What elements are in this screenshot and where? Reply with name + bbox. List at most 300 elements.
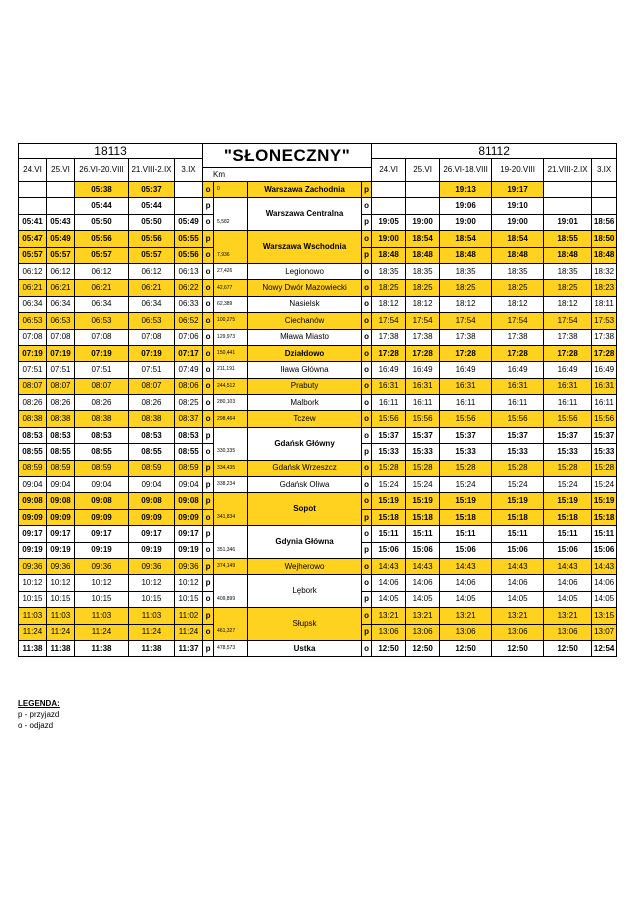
right-time-cell: 14:05	[492, 591, 544, 607]
left-time-cell: 05:57	[75, 247, 129, 263]
timetable-row	[19, 395, 617, 411]
left-time-cell: 09:19	[47, 542, 75, 558]
right-time-cell: 15:18	[592, 509, 617, 525]
right-arr-dep-marker: p	[362, 542, 372, 558]
right-time-cell: 14:05	[592, 591, 617, 607]
right-time-cell: 18:32	[592, 263, 617, 279]
right-time-cell: 17:54	[406, 313, 440, 329]
left-time-cell: 07:19	[47, 345, 75, 361]
right-time-cell: 18:25	[406, 280, 440, 296]
train-number-left: 18113	[19, 144, 203, 159]
right-date-header: 26.VI-18.VIII	[440, 159, 492, 182]
right-arr-dep-marker: o	[362, 477, 372, 493]
station-name: Prabuty	[248, 378, 362, 394]
right-time-cell: 18:12	[406, 296, 440, 312]
right-time-cell: 12:50	[406, 640, 440, 656]
left-time-cell: 08:59	[47, 460, 75, 476]
left-time-cell: 06:12	[47, 263, 75, 279]
station-name: Gdańsk Oliwa	[248, 477, 362, 493]
right-time-cell: 15:11	[544, 526, 592, 542]
left-time-cell: 11:37	[175, 640, 203, 656]
left-time-cell: 06:52	[175, 313, 203, 329]
right-time-cell: 18:56	[592, 214, 617, 230]
left-time-cell: 07:06	[175, 329, 203, 345]
left-time-cell	[47, 198, 75, 214]
left-time-cell: 06:34	[75, 296, 129, 312]
km-cell: 280,103	[214, 395, 248, 411]
left-time-cell: 08:07	[75, 378, 129, 394]
right-time-cell: 18:48	[492, 247, 544, 263]
right-time-cell: 18:48	[544, 247, 592, 263]
right-time-cell: 16:49	[440, 362, 492, 378]
station-name: Warszawa Wschodnia	[248, 231, 362, 264]
right-time-cell: 13:15	[592, 608, 617, 624]
right-time-cell: 15:18	[372, 509, 406, 525]
right-time-cell: 15:37	[544, 427, 592, 443]
right-arr-dep-marker: o	[362, 231, 372, 247]
left-time-cell: 07:19	[75, 345, 129, 361]
left-arr-dep-marker: o	[203, 329, 214, 345]
timetable-row	[19, 231, 617, 247]
km-cell: 0	[214, 182, 248, 198]
right-date-header: 25.VI	[406, 159, 440, 182]
left-time-cell: 10:12	[75, 575, 129, 591]
left-arr-dep-marker: o	[203, 214, 214, 230]
left-time-cell: 09:08	[75, 493, 129, 509]
right-time-cell: 15:28	[440, 460, 492, 476]
left-time-cell: 08:38	[19, 411, 47, 427]
km-cell	[214, 198, 248, 214]
left-time-cell: 09:04	[47, 477, 75, 493]
km-cell: 298,464	[214, 411, 248, 427]
right-time-cell: 14:43	[544, 558, 592, 574]
right-time-cell: 13:06	[372, 624, 406, 640]
timetable-row	[19, 182, 617, 198]
right-time-cell: 14:06	[406, 575, 440, 591]
right-time-cell	[544, 182, 592, 198]
right-time-cell: 15:06	[492, 542, 544, 558]
timetable-row	[19, 263, 617, 279]
right-time-cell: 15:19	[544, 493, 592, 509]
right-arr-dep-marker: o	[362, 640, 372, 656]
left-time-cell: 08:26	[129, 395, 175, 411]
right-time-cell: 14:43	[592, 558, 617, 574]
right-time-cell: 18:55	[544, 231, 592, 247]
right-arr-dep-marker: p	[362, 247, 372, 263]
right-time-cell: 14:05	[544, 591, 592, 607]
right-arr-dep-marker: o	[362, 280, 372, 296]
left-time-cell: 09:04	[129, 477, 175, 493]
left-time-cell: 06:53	[47, 313, 75, 329]
right-arr-dep-marker: p	[362, 509, 372, 525]
right-time-cell	[544, 198, 592, 214]
right-time-cell: 14:06	[544, 575, 592, 591]
right-arr-dep-marker: o	[362, 427, 372, 443]
station-name: Ciechanów	[248, 313, 362, 329]
right-time-cell: 16:11	[406, 395, 440, 411]
left-time-cell: 11:03	[129, 608, 175, 624]
right-time-cell: 15:06	[406, 542, 440, 558]
right-time-cell: 14:06	[372, 575, 406, 591]
right-time-cell: 14:05	[406, 591, 440, 607]
left-time-cell: 08:55	[129, 444, 175, 460]
left-arr-dep-marker: p	[203, 526, 214, 542]
right-time-cell: 15:28	[372, 460, 406, 476]
right-time-cell: 16:49	[544, 362, 592, 378]
right-arr-dep-marker: o	[362, 411, 372, 427]
left-arr-dep-marker: p	[203, 198, 214, 214]
left-arr-dep-marker: o	[203, 263, 214, 279]
left-time-cell: 06:12	[75, 263, 129, 279]
right-time-cell: 17:28	[372, 345, 406, 361]
right-date-header: 21.VIII-2.IX	[544, 159, 592, 182]
right-time-cell: 12:54	[592, 640, 617, 656]
km-cell	[214, 231, 248, 247]
km-cell: 461,327	[214, 624, 248, 640]
right-arr-dep-marker: o	[362, 296, 372, 312]
right-time-cell: 15:24	[492, 477, 544, 493]
right-time-cell: 15:56	[372, 411, 406, 427]
left-time-cell: 11:24	[47, 624, 75, 640]
station-name: Nasielsk	[248, 296, 362, 312]
right-time-cell: 18:35	[440, 263, 492, 279]
timetable	[18, 143, 617, 657]
right-time-cell: 15:24	[406, 477, 440, 493]
left-time-cell: 09:19	[19, 542, 47, 558]
right-time-cell: 15:19	[592, 493, 617, 509]
right-time-cell: 15:56	[440, 411, 492, 427]
km-cell	[214, 493, 248, 509]
left-time-cell: 05:50	[75, 214, 129, 230]
left-time-cell: 06:34	[19, 296, 47, 312]
left-time-cell	[175, 198, 203, 214]
right-time-cell: 15:11	[372, 526, 406, 542]
timetable-row	[19, 526, 617, 542]
right-time-cell: 14:06	[592, 575, 617, 591]
left-time-cell: 09:19	[129, 542, 175, 558]
right-arr-dep-marker: o	[362, 263, 372, 279]
right-time-cell: 18:50	[592, 231, 617, 247]
left-time-cell: 05:37	[129, 182, 175, 198]
right-time-cell	[406, 182, 440, 198]
left-time-cell: 08:26	[19, 395, 47, 411]
left-time-cell: 07:51	[129, 362, 175, 378]
timetable-row	[19, 608, 617, 624]
km-cell: 478,573	[214, 640, 248, 656]
right-time-cell: 14:43	[406, 558, 440, 574]
right-time-cell: 15:56	[492, 411, 544, 427]
timetable-row	[19, 427, 617, 443]
timetable-row	[19, 345, 617, 361]
left-time-cell: 05:44	[75, 198, 129, 214]
left-time-cell: 06:21	[75, 280, 129, 296]
km-cell: 129,973	[214, 329, 248, 345]
right-arr-dep-marker: o	[362, 460, 372, 476]
station-name: Lębork	[248, 575, 362, 608]
left-time-cell: 05:55	[175, 231, 203, 247]
right-time-cell: 15:33	[440, 444, 492, 460]
left-time-cell: 09:36	[75, 558, 129, 574]
right-time-cell: 15:18	[492, 509, 544, 525]
right-time-cell: 15:18	[544, 509, 592, 525]
right-arr-dep-marker: o	[362, 378, 372, 394]
left-time-cell: 08:07	[129, 378, 175, 394]
right-time-cell: 18:12	[544, 296, 592, 312]
right-time-cell: 15:37	[492, 427, 544, 443]
right-time-cell: 15:28	[406, 460, 440, 476]
right-arr-dep-marker: o	[362, 493, 372, 509]
left-arr-dep-marker: o	[203, 509, 214, 525]
left-arr-dep-marker: o	[203, 378, 214, 394]
km-cell: 211,191	[214, 362, 248, 378]
right-time-cell: 18:25	[544, 280, 592, 296]
left-time-cell: 09:19	[75, 542, 129, 558]
right-time-cell: 19:06	[440, 198, 492, 214]
left-time-cell: 05:50	[129, 214, 175, 230]
right-time-cell: 14:43	[372, 558, 406, 574]
station-name: Słupsk	[248, 608, 362, 641]
left-time-cell: 07:51	[19, 362, 47, 378]
station-name: Legionowo	[248, 263, 362, 279]
right-time-cell: 15:19	[406, 493, 440, 509]
right-time-cell: 15:37	[406, 427, 440, 443]
left-time-cell: 08:38	[129, 411, 175, 427]
station-name: Ustka	[248, 640, 362, 656]
station-name: Gdańsk Wrzeszcz	[248, 460, 362, 476]
left-time-cell: 10:12	[47, 575, 75, 591]
left-time-cell: 08:53	[75, 427, 129, 443]
station-name: Mława Miasto	[248, 329, 362, 345]
right-time-cell: 15:06	[372, 542, 406, 558]
right-arr-dep-marker: o	[362, 345, 372, 361]
legend	[18, 698, 60, 731]
left-time-cell: 09:36	[175, 558, 203, 574]
left-time-cell: 09:36	[47, 558, 75, 574]
right-arr-dep-marker: o	[362, 526, 372, 542]
left-time-cell: 09:36	[19, 558, 47, 574]
left-time-cell: 07:08	[19, 329, 47, 345]
right-time-cell: 17:38	[592, 329, 617, 345]
right-time-cell: 15:24	[592, 477, 617, 493]
right-time-cell: 18:23	[592, 280, 617, 296]
station-name: Gdańsk Główny	[248, 427, 362, 460]
right-time-cell: 12:50	[544, 640, 592, 656]
right-time-cell: 15:19	[492, 493, 544, 509]
km-cell: 27,426	[214, 263, 248, 279]
left-arr-dep-marker: o	[203, 345, 214, 361]
left-time-cell: 08:53	[129, 427, 175, 443]
left-time-cell: 09:08	[19, 493, 47, 509]
left-arr-dep-marker: p	[203, 493, 214, 509]
right-time-cell: 18:54	[492, 231, 544, 247]
right-time-cell: 16:11	[592, 395, 617, 411]
right-date-header: 19-20.VIII	[492, 159, 544, 182]
left-time-cell: 11:24	[129, 624, 175, 640]
right-time-cell: 14:06	[440, 575, 492, 591]
right-time-cell	[372, 198, 406, 214]
right-time-cell: 18:54	[440, 231, 492, 247]
left-arr-dep-marker: p	[203, 575, 214, 591]
right-time-cell: 18:25	[492, 280, 544, 296]
km-cell	[214, 526, 248, 542]
left-time-cell	[19, 198, 47, 214]
left-time-cell: 11:02	[175, 608, 203, 624]
left-time-cell	[175, 182, 203, 198]
left-time-cell: 10:15	[47, 591, 75, 607]
right-time-cell: 15:18	[406, 509, 440, 525]
km-cell: 374,149	[214, 558, 248, 574]
left-arr-dep-marker: o	[203, 411, 214, 427]
left-time-cell: 11:24	[75, 624, 129, 640]
left-time-cell: 07:49	[175, 362, 203, 378]
right-time-cell: 15:28	[592, 460, 617, 476]
left-arr-dep-marker: p	[203, 558, 214, 574]
right-time-cell: 16:31	[440, 378, 492, 394]
right-time-cell: 13:21	[406, 608, 440, 624]
left-time-cell: 10:12	[175, 575, 203, 591]
left-arr-dep-marker: o	[203, 444, 214, 460]
left-time-cell: 05:57	[19, 247, 47, 263]
right-time-cell: 15:37	[592, 427, 617, 443]
left-time-cell: 08:53	[175, 427, 203, 443]
km-cell: 150,441	[214, 345, 248, 361]
right-time-cell: 15:56	[544, 411, 592, 427]
right-time-cell: 15:11	[492, 526, 544, 542]
right-time-cell: 15:19	[440, 493, 492, 509]
right-time-cell: 17:38	[440, 329, 492, 345]
left-time-cell: 09:09	[19, 509, 47, 525]
left-time-cell: 09:04	[75, 477, 129, 493]
right-time-cell: 15:06	[592, 542, 617, 558]
timetable-row	[19, 313, 617, 329]
left-time-cell: 07:17	[175, 345, 203, 361]
right-time-cell: 15:11	[406, 526, 440, 542]
right-time-cell: 19:00	[492, 214, 544, 230]
right-arr-dep-marker: p	[362, 444, 372, 460]
timetable-row	[19, 411, 617, 427]
left-arr-dep-marker: o	[203, 624, 214, 640]
legend-item-arrival: p - przyjazd	[18, 710, 60, 719]
right-time-cell: 18:12	[492, 296, 544, 312]
left-time-cell: 07:08	[47, 329, 75, 345]
left-time-cell: 11:03	[75, 608, 129, 624]
left-time-cell: 09:04	[19, 477, 47, 493]
km-cell: 351,346	[214, 542, 248, 558]
left-arr-dep-marker: p	[203, 640, 214, 656]
right-time-cell: 15:56	[592, 411, 617, 427]
right-time-cell: 18:12	[440, 296, 492, 312]
right-time-cell: 16:49	[372, 362, 406, 378]
right-time-cell: 16:31	[372, 378, 406, 394]
left-time-cell: 11:38	[75, 640, 129, 656]
right-time-cell: 15:24	[544, 477, 592, 493]
train-number-right: 81112	[372, 144, 617, 159]
km-cell: 409,899	[214, 591, 248, 607]
right-time-cell: 19:13	[440, 182, 492, 198]
left-arr-dep-marker: o	[203, 247, 214, 263]
right-time-cell: 18:25	[440, 280, 492, 296]
left-time-cell: 05:56	[129, 231, 175, 247]
right-time-cell: 16:31	[406, 378, 440, 394]
left-time-cell: 06:21	[129, 280, 175, 296]
left-time-cell: 08:55	[175, 444, 203, 460]
left-time-cell: 07:08	[129, 329, 175, 345]
left-time-cell: 06:13	[175, 263, 203, 279]
right-time-cell: 15:56	[406, 411, 440, 427]
right-time-cell: 15:33	[406, 444, 440, 460]
km-cell	[214, 608, 248, 624]
right-time-cell: 16:31	[492, 378, 544, 394]
left-time-cell: 06:53	[19, 313, 47, 329]
left-time-cell: 09:17	[47, 526, 75, 542]
right-time-cell: 17:38	[492, 329, 544, 345]
right-time-cell: 17:28	[592, 345, 617, 361]
left-time-cell: 09:08	[47, 493, 75, 509]
left-arr-dep-marker: p	[203, 427, 214, 443]
timetable-row	[19, 329, 617, 345]
km-cell: 7,936	[214, 247, 248, 263]
left-time-cell: 09:17	[129, 526, 175, 542]
left-time-cell: 11:03	[19, 608, 47, 624]
left-time-cell: 05:57	[129, 247, 175, 263]
right-time-cell: 18:35	[406, 263, 440, 279]
left-arr-dep-marker: o	[203, 296, 214, 312]
right-arr-dep-marker: p	[362, 624, 372, 640]
left-date-header: 21.VIII-2.IX	[129, 159, 175, 182]
left-time-cell	[47, 182, 75, 198]
right-time-cell: 18:48	[592, 247, 617, 263]
timetable-row	[19, 378, 617, 394]
right-arr-dep-marker: o	[362, 575, 372, 591]
left-time-cell: 06:33	[175, 296, 203, 312]
right-time-cell: 15:33	[492, 444, 544, 460]
left-time-cell: 10:15	[175, 591, 203, 607]
right-time-cell: 18:54	[406, 231, 440, 247]
left-time-cell: 05:43	[47, 214, 75, 230]
right-time-cell: 15:06	[440, 542, 492, 558]
left-time-cell: 06:12	[19, 263, 47, 279]
train-name: "SŁONECZNY"	[203, 144, 372, 168]
station-name: Nowy Dwór Mazowiecki	[248, 280, 362, 296]
left-time-cell: 09:17	[75, 526, 129, 542]
timetable-row	[19, 493, 617, 509]
km-cell	[214, 427, 248, 443]
right-time-cell: 12:50	[492, 640, 544, 656]
right-time-cell: 17:38	[406, 329, 440, 345]
left-time-cell: 05:38	[75, 182, 129, 198]
right-time-cell: 13:06	[440, 624, 492, 640]
right-time-cell: 16:11	[492, 395, 544, 411]
left-time-cell: 07:08	[75, 329, 129, 345]
right-time-cell: 13:21	[372, 608, 406, 624]
left-time-cell: 11:38	[129, 640, 175, 656]
station-name: Warszawa Centralna	[248, 198, 362, 231]
right-time-cell: 14:43	[492, 558, 544, 574]
timetable-row	[19, 460, 617, 476]
left-time-cell: 07:19	[19, 345, 47, 361]
timetable-row	[19, 477, 617, 493]
left-arr-dep-marker: o	[203, 362, 214, 378]
right-arr-dep-marker: o	[362, 198, 372, 214]
left-time-cell: 11:03	[47, 608, 75, 624]
left-time-cell: 09:04	[175, 477, 203, 493]
left-arr-dep-marker: o	[203, 280, 214, 296]
km-cell: 244,512	[214, 378, 248, 394]
right-time-cell: 17:28	[440, 345, 492, 361]
timetable-row	[19, 280, 617, 296]
left-time-cell: 11:24	[175, 624, 203, 640]
right-time-cell: 16:31	[592, 378, 617, 394]
